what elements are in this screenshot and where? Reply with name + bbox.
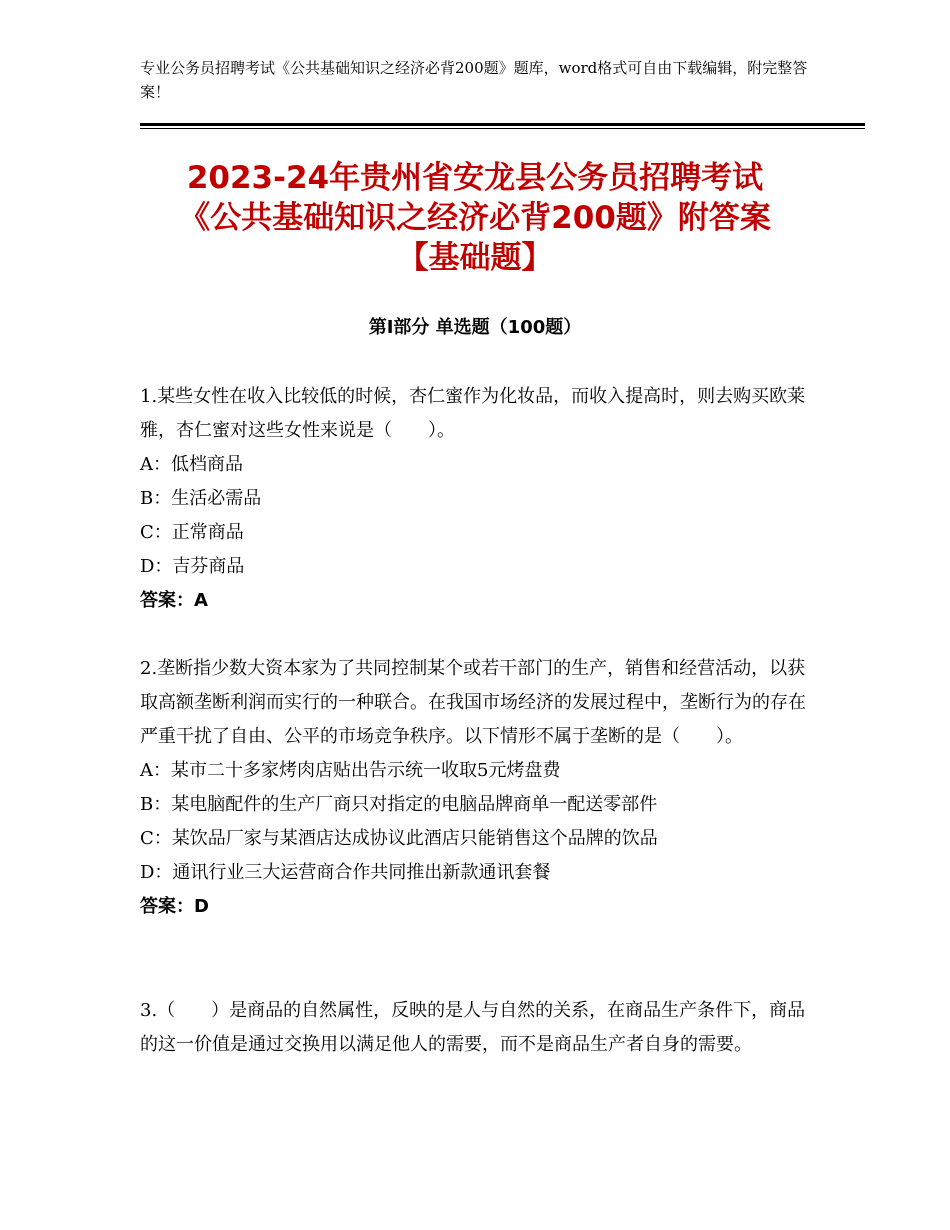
option-c: C：某饮品厂家与某酒店达成协议此酒店只能销售这个品牌的饮品 xyxy=(140,828,658,849)
option-d: D：吉芬商品 xyxy=(140,556,245,577)
question-stem: 2.垄断指少数大资本家为了共同控制某个或若干部门的生产，销售和经营活动，以获取高额垄断利润而实行的一种联合。在我国市场经济的发展过程中，垄断行为的存在严重干扰了自由、公平的市场竞争秩序。以下情形不属于垄断的是（ ）。 xyxy=(140,658,806,747)
question-stem: 3.（ ）是商品的自然属性，反映的是人与自然的关系，在商品生产条件下，商品的这一价值是通过交换用以满足他人的需要，而不是商品生产者自身的需要。 xyxy=(140,1000,806,1055)
answer: 答案：D xyxy=(140,896,209,917)
header-rule-thin xyxy=(140,128,865,129)
option-b: B：生活必需品 xyxy=(140,488,262,509)
section-title: 第Ⅰ部分 单选题（100题） xyxy=(368,317,582,338)
question-stem: 1.某些女性在收入比较低的时候，杏仁蜜作为化妆品，而收入提高时，则去购买欧莱雅，杏仁蜜对这些女性来说是（ ）。 xyxy=(140,386,806,441)
option-d: D：通讯行业三大运营商合作共同推出新款通讯套餐 xyxy=(140,862,551,883)
question-3 xyxy=(140,994,810,1062)
answer: 答案：A xyxy=(140,590,208,611)
option-a: A：低档商品 xyxy=(140,454,243,475)
title-line-2: 《公共基础知识之经济必背200题》附答案 xyxy=(179,200,771,236)
question-2 xyxy=(140,652,810,924)
title-line-3: 【基础题】 xyxy=(397,240,553,276)
option-a: A：某市二十多家烤肉店贴出告示统一收取5元烤盘费 xyxy=(140,760,561,781)
title-line-1: 2023-24年贵州省安龙县公务员招聘考试 xyxy=(186,160,764,196)
document-title xyxy=(100,158,850,278)
option-b: B：某电脑配件的生产厂商只对指定的电脑品牌商单一配送零部件 xyxy=(140,794,658,815)
option-c: C：正常商品 xyxy=(140,522,244,543)
header-rule-thick xyxy=(140,123,865,126)
question-1 xyxy=(140,380,810,618)
header-note: 专业公务员招聘考试《公共基础知识之经济必背200题》题库，word格式可自由下载编辑，附完整答案！ xyxy=(140,59,808,101)
